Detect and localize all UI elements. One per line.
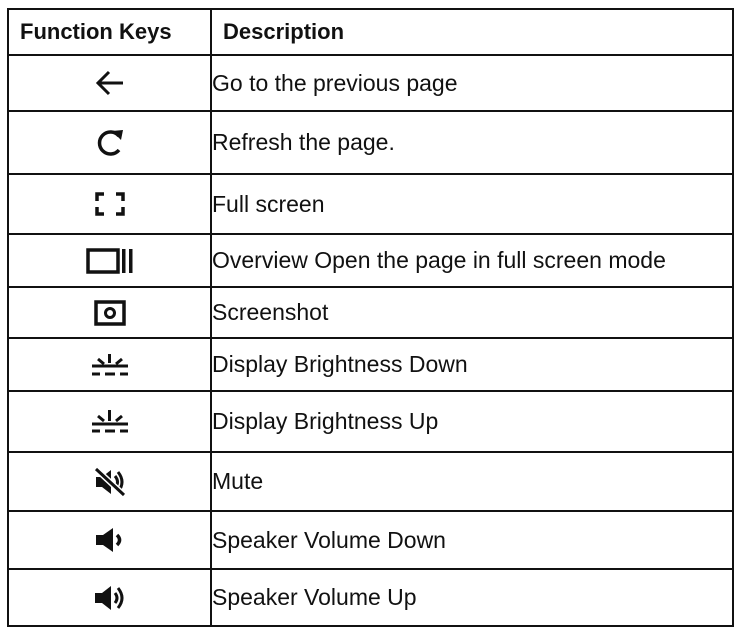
brightness-down-icon xyxy=(90,352,130,378)
table-row xyxy=(8,452,733,511)
table-cell-description: Go to the previous page xyxy=(211,55,733,111)
table-cell-description: Screenshot xyxy=(211,287,733,338)
table-row xyxy=(8,174,733,234)
header-description: Description xyxy=(211,9,733,55)
volume-down-icon xyxy=(94,526,126,554)
table-row xyxy=(8,111,733,174)
table-cell-description: Mute xyxy=(211,452,733,511)
table-row xyxy=(8,511,733,569)
table-row xyxy=(8,234,733,287)
screenshot-icon xyxy=(94,300,126,326)
table-row xyxy=(8,287,733,338)
key-cell xyxy=(8,234,211,287)
key-cell xyxy=(8,111,211,174)
function-keys-table xyxy=(7,8,734,627)
key-cell xyxy=(8,174,211,234)
table-header-row xyxy=(8,9,733,55)
table-row xyxy=(8,55,733,111)
key-cell xyxy=(8,511,211,569)
volume-up-icon xyxy=(93,583,127,613)
table-cell-description: Full screen xyxy=(211,174,733,234)
table-cell-description: Display Brightness Down xyxy=(211,338,733,391)
refresh-icon xyxy=(94,127,126,159)
full-screen-icon xyxy=(94,191,126,217)
key-cell xyxy=(8,391,211,452)
key-cell xyxy=(8,452,211,511)
table-row xyxy=(8,338,733,391)
back-arrow-icon xyxy=(94,68,126,98)
key-cell xyxy=(8,338,211,391)
table-cell-description: Display Brightness Up xyxy=(211,391,733,452)
table-row xyxy=(8,391,733,452)
table-row xyxy=(8,569,733,626)
overview-icon xyxy=(86,248,134,274)
table-cell-description: Refresh the page. xyxy=(211,111,733,174)
key-cell xyxy=(8,569,211,626)
table-cell-description: Speaker Volume Up xyxy=(211,569,733,626)
brightness-up-icon xyxy=(89,409,131,435)
key-cell xyxy=(8,287,211,338)
table-cell-description: Speaker Volume Down xyxy=(211,511,733,569)
key-cell xyxy=(8,55,211,111)
mute-icon xyxy=(93,467,127,497)
header-function-keys: Function Keys xyxy=(8,9,211,55)
table-cell-description: Overview Open the page in full screen mode xyxy=(211,234,733,287)
